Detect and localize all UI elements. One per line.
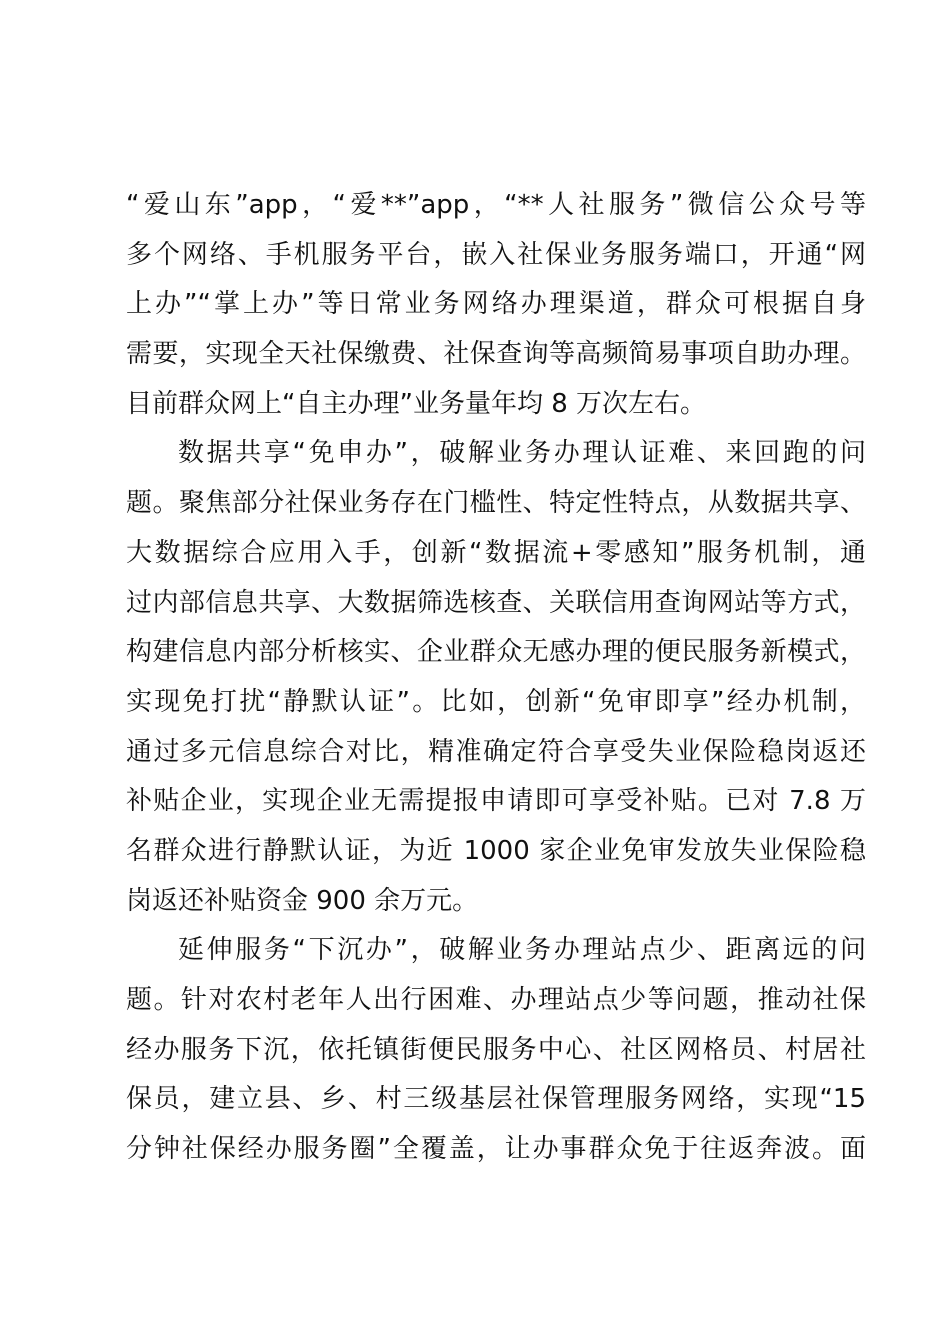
text-line: 通过多元信息综合对比，精准确定符合享受失业保险稳岗返还 xyxy=(126,736,866,767)
text-line: 多个网络、手机服务平台，嵌入社保业务服务端口，开通“网 xyxy=(126,239,866,270)
text-line: 过内部信息共享、大数据筛选核查、关联信用查询网站等方式， xyxy=(126,587,866,618)
text-line: 大数据综合应用入手，创新“数据流+零感知”服务机制，通 xyxy=(126,537,866,568)
text-line: 需要，实现全天社保缴费、社保查询等高频简易事项自助办理。 xyxy=(126,339,866,370)
body-text xyxy=(126,181,866,1175)
text-line: 实现免打扰“静默认证”。比如，创新“免审即享”经办机制， xyxy=(126,686,866,717)
text-line: 上办”“掌上办”等日常业务网络办理渠道，群众可根据自身 xyxy=(126,289,866,320)
text-line: 题。聚焦部分社保业务存在门槛性、特定性特点，从数据共享、 xyxy=(126,488,866,519)
text-line: 岗返还补贴资金 900 余万元。 xyxy=(126,885,479,916)
text-line: 目前群众网上“自主办理”业务量年均 8 万次左右。 xyxy=(126,388,707,419)
paragraph-heading-line: 延伸服务“下沉办”，破解业务办理站点少、距离远的问 xyxy=(178,935,866,966)
text-line: 补贴企业，实现企业无需提报申请即可享受补贴。已对 7.8 万 xyxy=(126,786,866,817)
text-line: 保员，建立县、乡、村三级基层社保管理服务网络，实现“15 xyxy=(126,1084,866,1115)
text-line: “爱山东”app，“爱**”app，“**人社服务”微信公众号等 xyxy=(126,190,866,220)
text-line: 名群众进行静默认证，为近 1000 家企业免审发放失业保险稳 xyxy=(126,835,866,866)
text-line: 构建信息内部分析核实、企业群众无感办理的便民服务新模式， xyxy=(126,637,866,668)
text-line: 经办服务下沉，依托镇街便民服务中心、社区网格员、村居社 xyxy=(126,1034,866,1065)
paragraph-heading-line: 数据共享“免申办”，破解业务办理认证难、来回跑的问 xyxy=(178,438,866,469)
text-line: 题。针对农村老年人出行困难、办理站点少等问题，推动社保 xyxy=(126,985,866,1015)
text-line: 分钟社保经办服务圈”全覆盖，让办事群众免于往返奔波。面 xyxy=(126,1134,866,1165)
